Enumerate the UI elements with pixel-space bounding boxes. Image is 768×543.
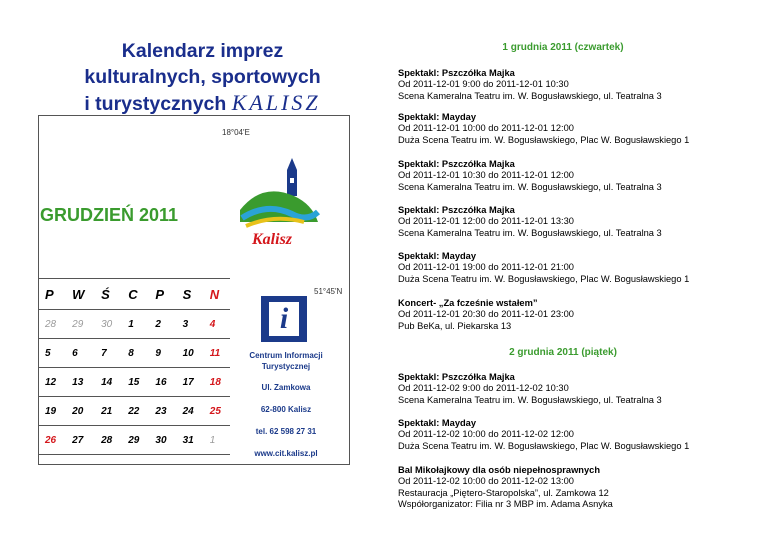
weekday-sat: S (176, 279, 203, 310)
event-coorganizer: Współorganizator: Filia nr 3 MBP im. Adama Asnyka (398, 498, 613, 509)
event-place: Scena Kameralna Teatru im. W. Bogusławskiego, ul. Teatralna 3 (398, 227, 662, 238)
event-time: Od 2011-12-02 10:00 do 2011-12-02 13:00 (398, 476, 574, 487)
event-item (398, 298, 758, 332)
day-cell: 17 (176, 368, 203, 397)
weekday-fri: P (148, 279, 175, 310)
day-cell: 28 (94, 426, 121, 455)
day-cell: 2 (148, 310, 175, 339)
day-cell: 24 (176, 397, 203, 426)
cit-street: Ul. Zamkowa (261, 383, 311, 392)
week-row-1 (38, 310, 230, 339)
day-cell: 1 (203, 426, 230, 455)
event-time: Od 2011-12-01 19:00 do 2011-12-01 21:00 (398, 262, 574, 273)
day-cell: 15 (121, 368, 148, 397)
day-cell: 25 (203, 397, 230, 426)
event-item (398, 112, 758, 146)
day-heading-2: 2 grudnia 2011 (piątek) (509, 347, 617, 358)
cit-phone: tel. 62 598 27 31 (255, 427, 317, 436)
event-time: Od 2011-12-01 9:00 do 2011-12-01 10:30 (398, 79, 569, 90)
title-line-3-text: i turystycznych (84, 93, 227, 115)
week-row-2 (38, 339, 230, 368)
weekday-header-row (38, 279, 230, 310)
day-cell: 14 (94, 368, 121, 397)
cit-postal: 62-800 Kalisz (260, 405, 312, 414)
week-row-5 (38, 426, 230, 455)
event-item (398, 465, 758, 510)
logo-text: Kalisz (252, 231, 293, 248)
day-cell: 29 (121, 426, 148, 455)
day-cell: 10 (176, 339, 203, 368)
event-title: Spektakl: Mayday (398, 418, 477, 428)
event-place: Pub BeKa, ul. Piekarska 13 (398, 320, 512, 331)
cit-website[interactable]: www.cit.kalisz.pl (254, 449, 318, 458)
event-item (398, 418, 758, 452)
event-item (398, 205, 758, 239)
event-place: Duża Scena Teatru im. W. Bogusławskiego, Plac W. Bogusławskiego 1 (398, 440, 690, 451)
kalisz-logo (232, 152, 322, 252)
day-cell: 30 (148, 426, 175, 455)
weekday-thu: C (121, 279, 148, 310)
day-cell: 26 (38, 426, 65, 455)
event-title: Koncert- „Za fcześnie wstałem” (398, 298, 538, 308)
day-cell: 30 (94, 310, 121, 339)
event-item (398, 159, 758, 193)
event-place: Scena Kameralna Teatru im. W. Bogusławskiego, ul. Teatralna 3 (398, 181, 662, 192)
day-cell: 12 (38, 368, 65, 397)
day-cell: 3 (176, 310, 203, 339)
event-item (398, 68, 758, 102)
month-heading: GRUDZIEŃ 2011 (40, 205, 179, 225)
day-cell: 6 (65, 339, 94, 368)
weekday-wed: Ś (94, 279, 121, 310)
day-cell: 4 (203, 310, 230, 339)
title-line-2: kulturalnych, sportowych (84, 66, 321, 88)
logo-tower-window (290, 178, 294, 183)
event-title: Spektakl: Pszczółka Majka (398, 68, 515, 78)
day-cell: 23 (148, 397, 175, 426)
info-icon-glyph: i (269, 302, 299, 336)
event-place: Scena Kameralna Teatru im. W. Bogusławskiego, ul. Teatralna 3 (398, 394, 662, 405)
event-title: Spektakl: Pszczółka Majka (398, 205, 515, 215)
event-title: Spektakl: Mayday (398, 251, 477, 261)
latitude-label: 51°45'N (314, 287, 343, 296)
weekday-tue: W (65, 279, 94, 310)
day-heading-1: 1 grudnia 2011 (czwartek) (502, 42, 624, 53)
event-time: Od 2011-12-01 12:00 do 2011-12-01 13:30 (398, 216, 574, 227)
event-title: Spektakl: Mayday (398, 112, 477, 122)
week-row-4 (38, 397, 230, 426)
day-cell: 29 (65, 310, 94, 339)
day-cell: 19 (38, 397, 65, 426)
event-title: Bal Mikołajkowy dla osób niepełnosprawnych (398, 465, 600, 475)
day-cell: 18 (203, 368, 230, 397)
day-cell: 22 (121, 397, 148, 426)
day-cell: 16 (148, 368, 175, 397)
event-time: Od 2011-12-02 9:00 do 2011-12-02 10:30 (398, 383, 569, 394)
event-place: Duża Scena Teatru im. W. Bogusławskiego, Plac W. Bogusławskiego 1 (398, 273, 690, 284)
event-time: Od 2011-12-02 10:00 do 2011-12-02 12:00 (398, 429, 574, 440)
weekday-sun: N (203, 279, 230, 310)
day-cell: 13 (65, 368, 94, 397)
event-title: Spektakl: Pszczółka Majka (398, 159, 515, 169)
info-icon (261, 296, 307, 342)
logo-tower-roof (287, 158, 297, 170)
day-cell: 1 (121, 310, 148, 339)
day-cell: 11 (203, 339, 230, 368)
day-cell: 27 (65, 426, 94, 455)
day-cell: 31 (176, 426, 203, 455)
event-place: Duża Scena Teatru im. W. Bogusławskiego, Plac W. Bogusławskiego 1 (398, 134, 690, 145)
title-city: KALISZ (231, 90, 321, 115)
cit-name: Centrum Informacji Turystycznej (249, 351, 323, 371)
title-line-1: Kalendarz imprez (121, 40, 284, 62)
day-cell: 21 (94, 397, 121, 426)
event-item (398, 251, 758, 285)
event-item (398, 372, 758, 406)
event-time: Od 2011-12-01 20:30 do 2011-12-01 23:00 (398, 309, 574, 320)
month-calendar (38, 278, 230, 455)
day-cell: 5 (38, 339, 65, 368)
event-time: Od 2011-12-01 10:30 do 2011-12-01 12:00 (398, 170, 574, 181)
event-time: Od 2011-12-01 10:00 do 2011-12-01 12:00 (398, 123, 574, 134)
event-title: Spektakl: Pszczółka Majka (398, 372, 515, 382)
day-cell: 20 (65, 397, 94, 426)
day-cell: 9 (148, 339, 175, 368)
weekday-mon: P (38, 279, 65, 310)
day-cell: 28 (38, 310, 65, 339)
event-place: Scena Kameralna Teatru im. W. Bogusławskiego, ul. Teatralna 3 (398, 90, 662, 101)
title-line-3 (40, 90, 365, 117)
day-cell: 7 (94, 339, 121, 368)
event-place: Restauracja „Piętero-Staropolska”, ul. Zamkowa 12 (398, 487, 609, 498)
week-row-3 (38, 368, 230, 397)
day-cell: 8 (121, 339, 148, 368)
longitude-label: 18°04'E (222, 128, 250, 137)
page-title (40, 38, 365, 117)
